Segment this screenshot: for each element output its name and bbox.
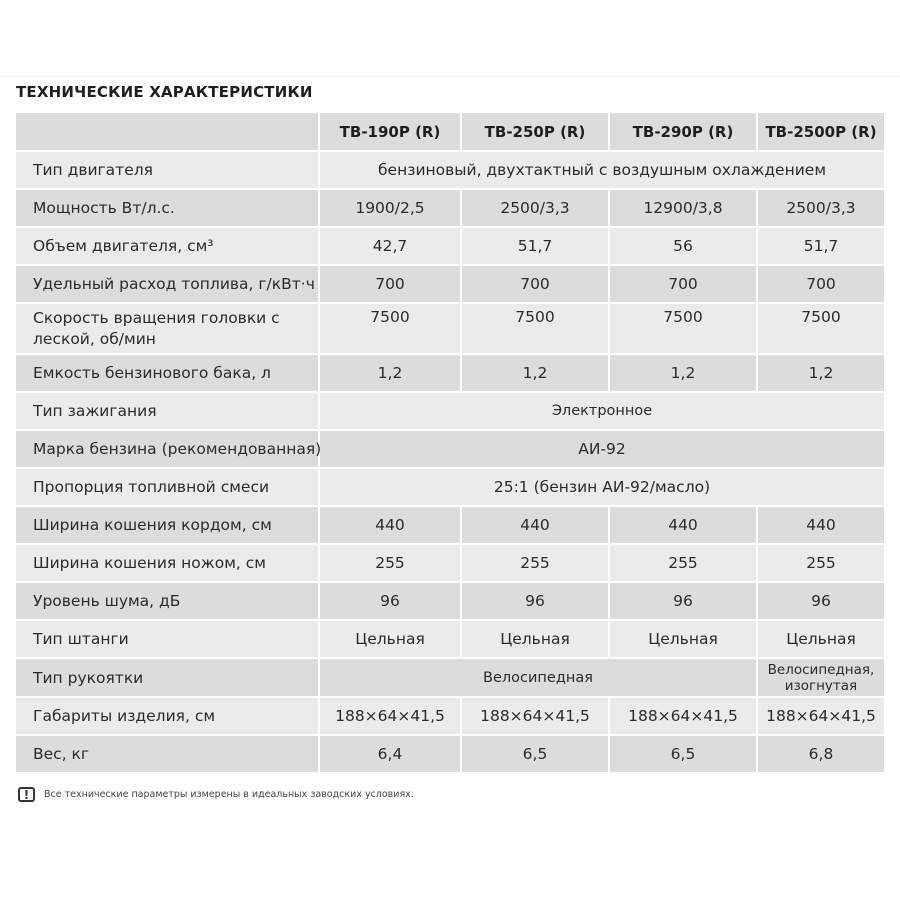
row-value: 700 [318, 266, 460, 302]
row-value: 7500 [318, 304, 460, 353]
row-label: Габариты изделия, см [16, 698, 318, 734]
row-value-line: Велосипедная, [767, 661, 875, 678]
table-row [16, 583, 884, 619]
row-value: 6,5 [608, 736, 756, 772]
row-value: 440 [318, 507, 460, 543]
table-row [16, 507, 884, 543]
row-value: Электронное [318, 393, 884, 429]
row-label: Тип рукоятки [16, 659, 318, 696]
row-label: Пропорция топливной смеси [16, 469, 318, 505]
row-label: Удельный расход топлива, г/кВт·ч [16, 266, 318, 302]
row-value: 96 [608, 583, 756, 619]
footnote [18, 787, 414, 802]
row-value: 700 [608, 266, 756, 302]
row-value: 42,7 [318, 228, 460, 264]
row-label: Тип двигателя [16, 152, 318, 188]
table-row [16, 393, 884, 429]
row-label: Тип штанги [16, 621, 318, 657]
row-label: Ширина кошения кордом, см [16, 507, 318, 543]
row-value: бензиновый, двухтактный с воздушным охлаждением [318, 152, 884, 188]
table-row [16, 659, 884, 696]
table-row [16, 190, 884, 226]
row-label: Мощность Вт/л.с. [16, 190, 318, 226]
row-label [16, 304, 318, 353]
table-row [16, 266, 884, 302]
row-value [756, 659, 884, 696]
row-value: 12900/3,8 [608, 190, 756, 226]
row-value: 1,2 [318, 355, 460, 391]
row-label: Тип зажигания [16, 393, 318, 429]
row-value: 1,2 [460, 355, 608, 391]
table-row [16, 431, 884, 467]
table-row [16, 355, 884, 391]
row-label: Объем двигателя, см³ [16, 228, 318, 264]
row-label-line: леской, об/мин [33, 329, 156, 348]
table-row [16, 304, 884, 353]
row-value: 2500/3,3 [756, 190, 884, 226]
row-value: 51,7 [756, 228, 884, 264]
table-row [16, 698, 884, 734]
specifications-table [16, 111, 884, 774]
row-value: АИ-92 [318, 431, 884, 467]
model-header: ТВ-250Р (R) [460, 113, 608, 150]
row-label: Уровень шума, дБ [16, 583, 318, 619]
header-empty-cell [16, 113, 318, 150]
top-divider [0, 76, 900, 77]
row-value: 255 [608, 545, 756, 581]
row-value: Цельная [318, 621, 460, 657]
row-value: 7500 [756, 304, 884, 353]
row-value: 255 [756, 545, 884, 581]
row-value: 51,7 [460, 228, 608, 264]
table-row [16, 152, 884, 188]
row-value: 6,4 [318, 736, 460, 772]
row-value: 440 [608, 507, 756, 543]
table-row [16, 736, 884, 772]
row-label: Марка бензина (рекомендованная) [16, 431, 318, 467]
row-value: 7500 [608, 304, 756, 353]
table-row [16, 621, 884, 657]
row-value: 255 [318, 545, 460, 581]
model-header: ТВ-290Р (R) [608, 113, 756, 150]
row-value: 1900/2,5 [318, 190, 460, 226]
row-label: Вес, кг [16, 736, 318, 772]
row-value: 96 [318, 583, 460, 619]
row-label-line: Скорость вращения головки с [33, 308, 280, 327]
row-value: 188×64×41,5 [756, 698, 884, 734]
table-header-row [16, 113, 884, 150]
row-value: 700 [460, 266, 608, 302]
row-value: Цельная [608, 621, 756, 657]
model-header: ТВ-190Р (R) [318, 113, 460, 150]
row-value: 56 [608, 228, 756, 264]
row-value: 2500/3,3 [460, 190, 608, 226]
model-header: ТВ-2500Р (R) [756, 113, 884, 150]
row-value: Велосипедная [318, 659, 756, 696]
page-title: ТЕХНИЧЕСКИЕ ХАРАКТЕРИСТИКИ [16, 83, 313, 101]
row-value: 7500 [460, 304, 608, 353]
row-value: Цельная [460, 621, 608, 657]
row-value: 6,8 [756, 736, 884, 772]
row-value: 440 [756, 507, 884, 543]
row-value: 255 [460, 545, 608, 581]
row-value: Цельная [756, 621, 884, 657]
row-value-line: изогнутая [784, 677, 858, 694]
row-value: 25:1 (бензин АИ-92/масло) [318, 469, 884, 505]
row-value: 700 [756, 266, 884, 302]
row-value: 188×64×41,5 [460, 698, 608, 734]
row-label: Ширина кошения ножом, см [16, 545, 318, 581]
row-value: 1,2 [756, 355, 884, 391]
row-value: 188×64×41,5 [318, 698, 460, 734]
table-row [16, 469, 884, 505]
row-label: Емкость бензинового бака, л [16, 355, 318, 391]
row-value: 440 [460, 507, 608, 543]
footnote-text: Все технические параметры измерены в идеальных заводских условиях. [44, 789, 414, 800]
row-value: 6,5 [460, 736, 608, 772]
row-value: 96 [460, 583, 608, 619]
exclamation-icon: ! [18, 787, 35, 802]
table-row [16, 228, 884, 264]
table-row [16, 545, 884, 581]
row-value: 96 [756, 583, 884, 619]
row-value: 1,2 [608, 355, 756, 391]
row-value: 188×64×41,5 [608, 698, 756, 734]
